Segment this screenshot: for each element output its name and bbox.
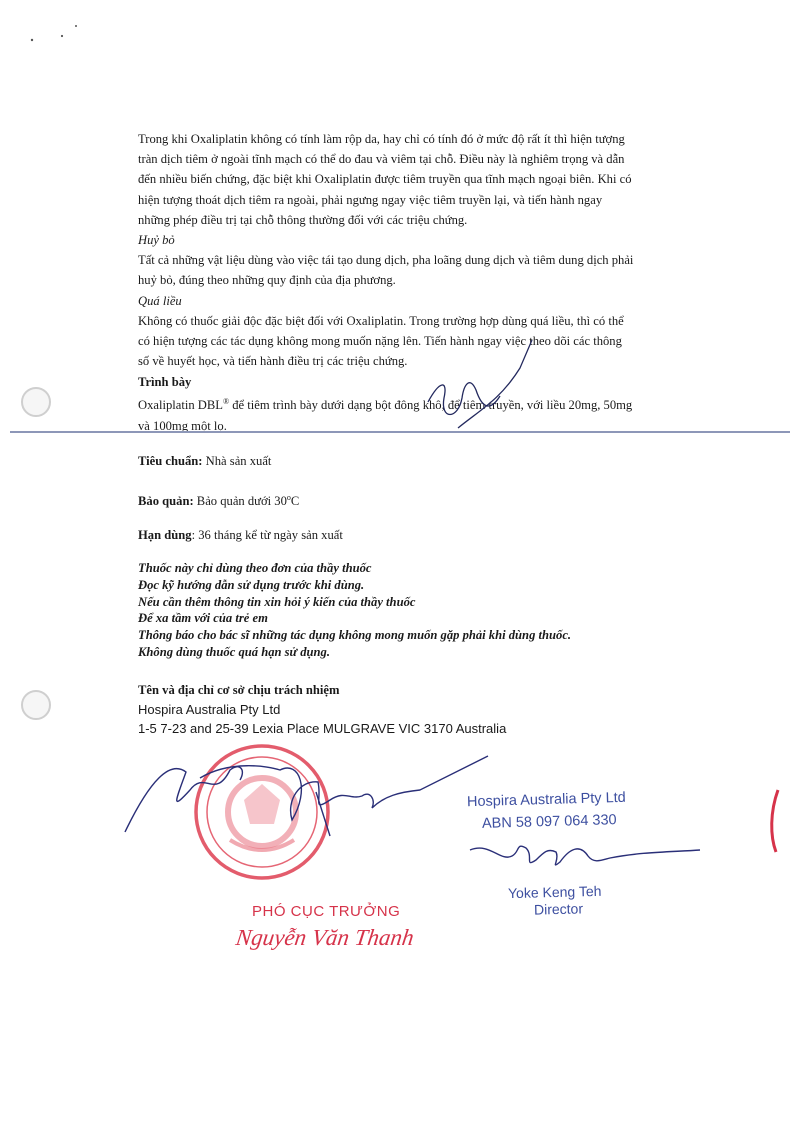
text-line: và 100mg một lọ. <box>138 418 227 433</box>
text-line: hiện tượng thoát dịch tiêm ra ngoài, phải ngưng ngay việc tiêm truyền lại, và tiến hành ngay <box>138 192 603 207</box>
warning-line: Thông báo cho bác sĩ những tác dụng không mong muốn gặp phải khi dùng thuốc. <box>138 628 572 643</box>
expiry-line: Hạn dùng: 36 tháng kể từ ngày sản xuất <box>138 528 343 542</box>
section-heading-presentation: Trình bày <box>138 375 192 389</box>
warning-line: Nếu cần thêm thông tin xin hỏi ý kiến của thầy thuốc <box>138 594 416 609</box>
handwritten-mark <box>428 340 532 428</box>
official-signature <box>125 756 488 836</box>
text-line: những phép điều trị tại chỗ thông thường đối với các triệu chứng. <box>138 212 468 227</box>
warning-line: Thuốc này chỉ dùng theo đơn của thầy thuốc <box>138 561 372 575</box>
signer-title: Director <box>533 900 584 918</box>
company-name: Hospira Australia Pty Ltd <box>138 702 281 717</box>
warning-line: Đọc kỹ hướng dẫn sử dụng trước khi dùng. <box>138 577 365 592</box>
section-heading-disposal: Huỷ bỏ <box>138 233 175 248</box>
text-line: số về huyết học, và tiến hành điều trị các triệu chứng. <box>138 354 408 369</box>
standard-line: Tiêu chuẩn: Nhà sản xuất <box>138 454 272 468</box>
margin-red-mark <box>772 790 778 852</box>
section-heading-overdose: Quá liều <box>138 293 182 308</box>
signer-name: Yoke Keng Teh <box>507 882 602 902</box>
company-stamp-name: Hospira Australia Pty Ltd <box>466 789 626 811</box>
text-line: tràn dịch tiêm ở ngoài tĩnh mạch có thể do đau và viêm tại chỗ. Điều này là nghiêm trọng và dẫn <box>138 152 625 167</box>
official-title: PHÓ CỤC TRƯỞNG <box>252 903 401 920</box>
text-line: Trong khi Oxaliplatin không có tính làm rộp da, hay chỉ có tính đó ở mức độ rất ít thì hiện tượng <box>138 132 625 146</box>
responsible-title: Tên và địa chỉ cơ sở chịu trách nhiệm <box>138 683 340 697</box>
company-stamp-abn: ABN 58 097 064 330 <box>481 812 617 832</box>
warning-line: Để xa tầm với của trẻ em <box>138 611 268 626</box>
text-line: đến nhiều biến chứng, đặc biệt khi Oxaliplatin được tiêm truyền qua tĩnh mạch ngoại biên. Khi có <box>138 172 632 187</box>
text-line: Oxaliplatin DBL® để tiêm trình bày dưới dạng bột đông khô, để tiêm truyền, với liều 20mg, 50mg <box>138 397 633 413</box>
director-signature <box>470 846 700 865</box>
text-line: có hiện tượng các tác dụng không mong muốn nặng lên. Tiến hành ngay việc theo dõi các thông <box>138 334 622 349</box>
scan-specks <box>31 25 77 41</box>
official-name: Nguyễn Văn Thanh <box>234 925 416 950</box>
company-address: 1-5 7-23 and 25-39 Lexia Place MULGRAVE VIC 3170 Australia <box>138 721 507 736</box>
text-line: huỷ bỏ, đúng theo những quy định của địa phương. <box>138 273 396 288</box>
text-line: Tất cả những vật liệu dùng vào việc tái tạo dung dịch, pha loãng dung dịch và tiêm dung dịch phải <box>138 253 634 268</box>
storage-line: Bảo quản: Bảo quản dưới 30$^o$C <box>138 493 300 509</box>
warning-line: Không dùng thuốc quá hạn sử dụng. <box>138 644 330 659</box>
text-line: Không có thuốc giải độc đặc biệt đối với Oxaliplatin. Trong trường hợp dùng quá liều, thì có thể <box>138 313 624 328</box>
